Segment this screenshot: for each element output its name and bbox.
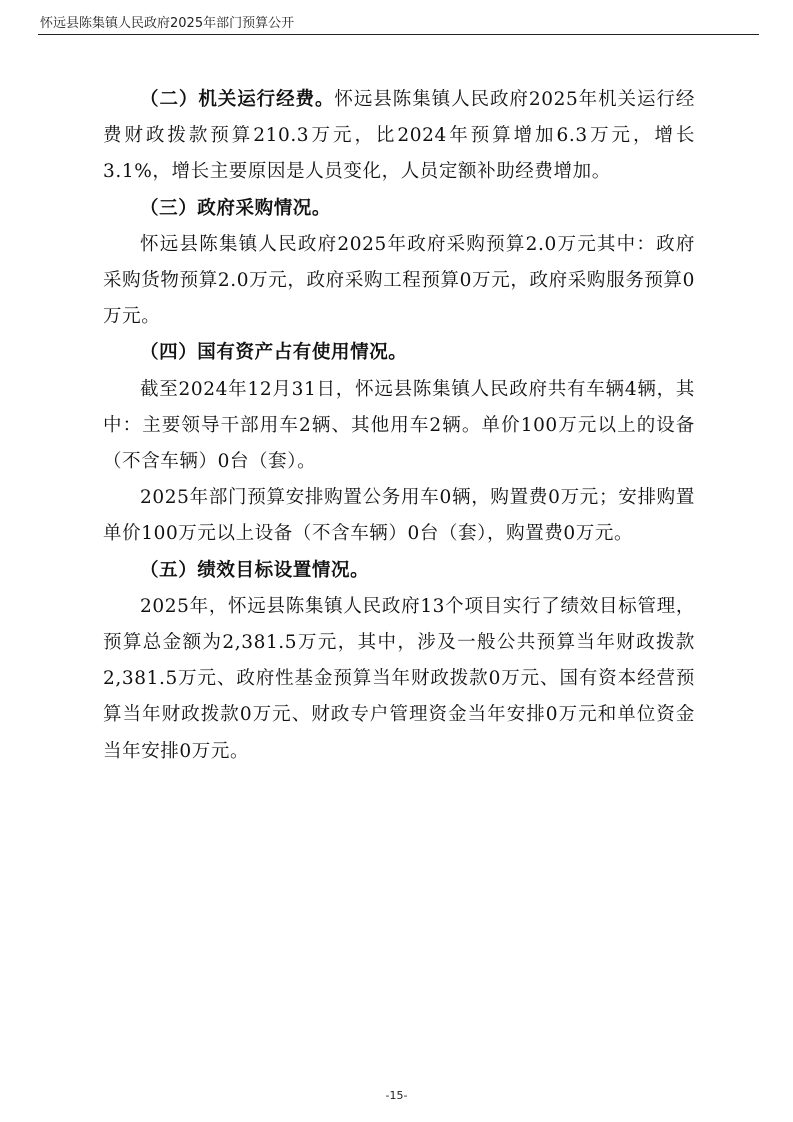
section-2-paragraph xyxy=(103,82,695,191)
section-2-heading: （二）机关运行经费。 xyxy=(140,89,335,110)
section-4-paragraph-2: 2025年部门预算安排购置公务用车0辆，购置费0万元；安排购置单价100万元以上设备（不含车辆）0台（套），购置费0万元。 xyxy=(103,487,695,545)
document-body xyxy=(103,82,695,770)
section-5-paragraph-1: 2025年，怀远县陈集镇人民政府13个项目实行了绩效目标管理，预算总金额为2,381.5万元，其中，涉及一般公共预算当年财政拨款2,381.5万元、政府性基金预算当年财政拨款0万元、国有资本经营预算当年财政拨款0万元、财政专户管理资金当年安排0万元和单位资金当年安排0万元。 xyxy=(103,595,695,762)
section-3-heading: （三）政府采购情况。 xyxy=(140,197,332,219)
section-5-heading: （五）绩效目标设置情况。 xyxy=(140,559,370,581)
page-number: -15- xyxy=(385,1089,408,1102)
header-divider xyxy=(38,34,759,35)
section-4-heading: （四）国有资产占有使用情况。 xyxy=(140,342,408,364)
section-2-body: 怀远县陈集镇人民政府2025年机关运行经费财政拨款预算210.3万元，比2024年预算增加6.3万元，增长3.1%，增长主要原因是人员变化，人员定额补助经费增加。 xyxy=(103,89,695,183)
section-4-paragraph-1: 截至2024年12月31日，怀远县陈集镇人民政府共有车辆4辆，其中：主要领导干部用车2辆、其他用车2辆。单价100万元以上的设备（不含车辆）0台（套）。 xyxy=(103,378,695,473)
section-3-paragraph-1: 怀远县陈集镇人民政府2025年政府采购预算2.0万元其中：政府采购货物预算2.0万元，政府采购工程预算0万元，政府采购服务预算0万元。 xyxy=(103,233,695,328)
document-header-title: 怀远县陈集镇人民政府2025年部门预算公开 xyxy=(40,16,295,31)
